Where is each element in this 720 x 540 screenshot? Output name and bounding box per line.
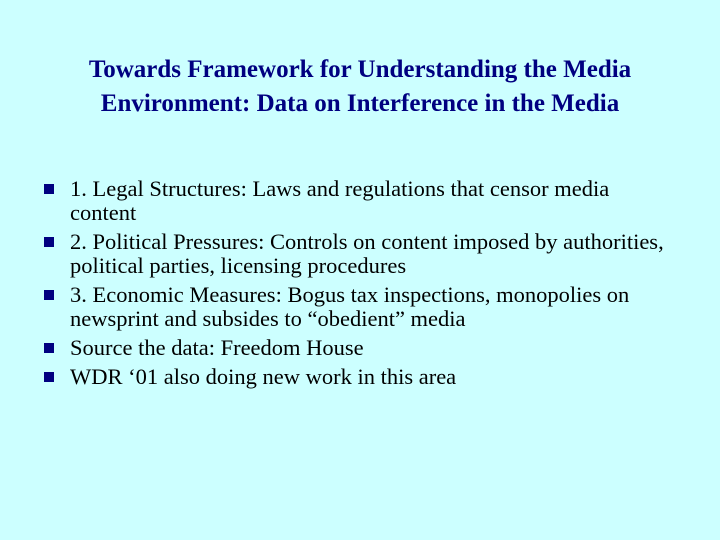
square-bullet-icon [44,372,54,382]
square-bullet-icon [44,184,54,194]
slide-title-line-1: Towards Framework for Understanding the Media [88,56,632,83]
bullet-item-source [40,336,680,360]
square-bullet-icon [44,343,54,353]
square-bullet-icon [44,290,54,300]
slide-title-line-2: Environment: Data on Interference in the Media [100,90,620,117]
bullet-text: 2. Political Pressures: Controls on content imposed by authorities, political parties, licensing procedures [70,229,664,278]
bullet-item-wdr [40,365,680,389]
bullet-text: WDR ‘01 also doing new work in this area [70,364,457,389]
bullet-item-economic-measures [40,283,680,331]
bullet-text: 3. Economic Measures: Bogus tax inspections, monopolies on newsprint and subsides to “obedient” media [70,282,630,331]
bullet-text: 1. Legal Structures: Laws and regulations that censor media content [70,176,610,225]
square-bullet-icon [44,237,54,247]
bullet-text: Source the data: Freedom House [70,335,364,360]
bullet-list [40,177,680,394]
bullet-item-political-pressures [40,230,680,278]
slide-title [20,53,700,121]
bullet-item-legal-structures [40,177,680,225]
